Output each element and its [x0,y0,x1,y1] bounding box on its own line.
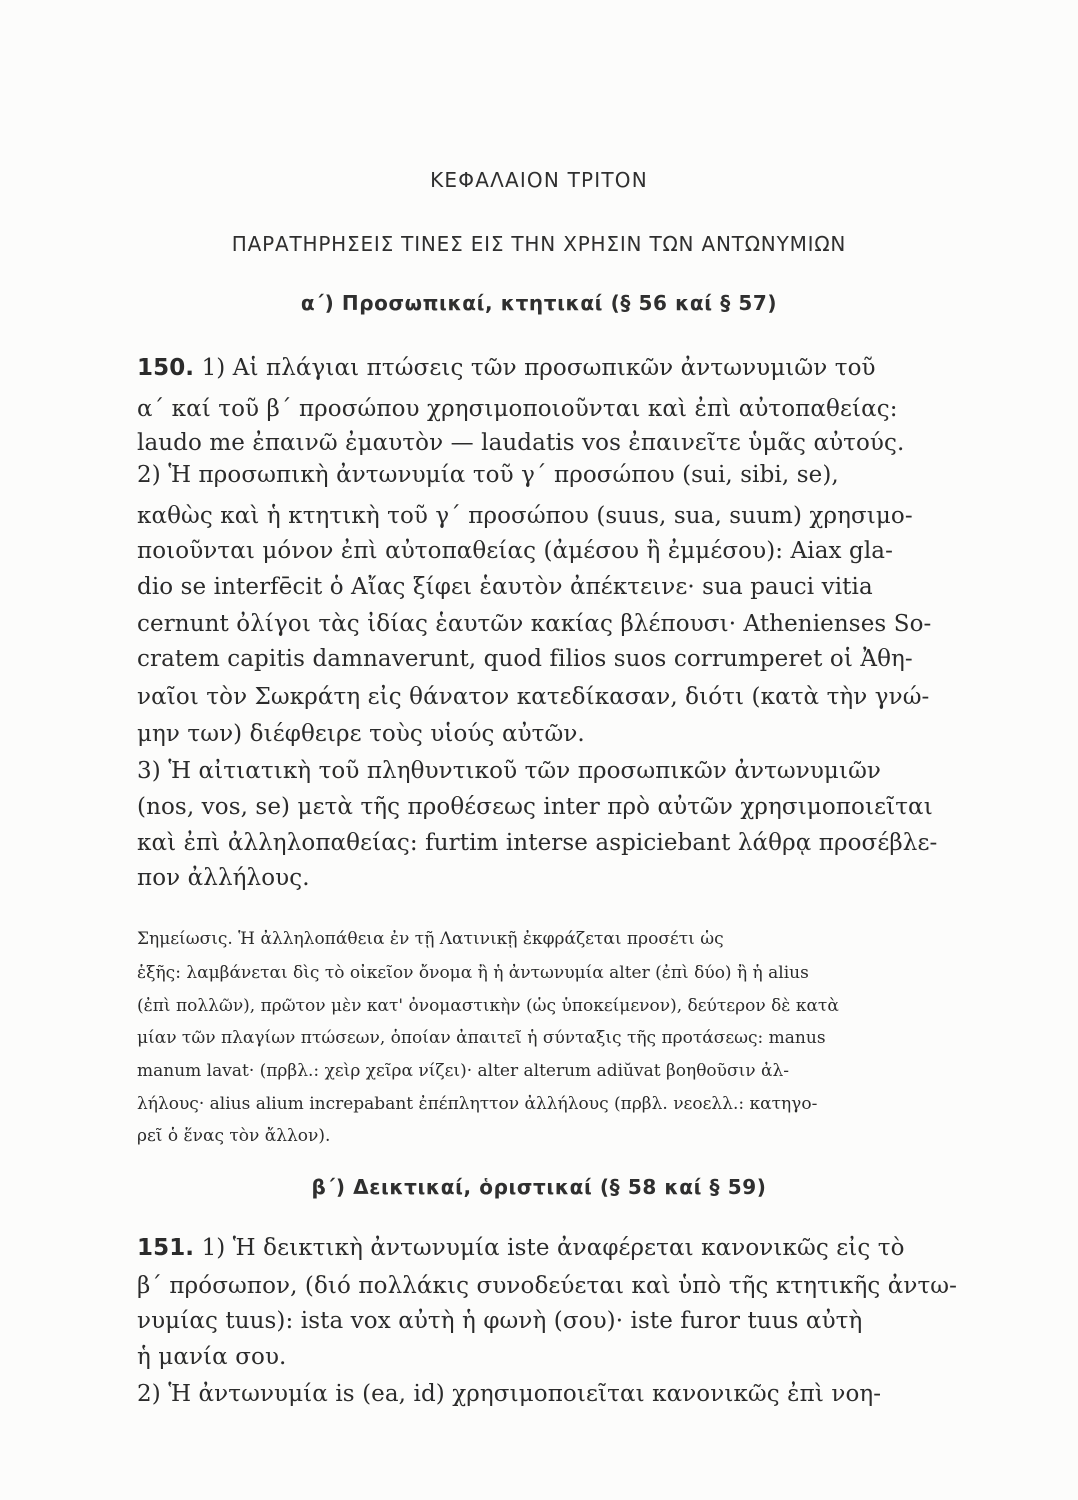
paragraph-150-line-15: πον ἀλλήλους. [137,865,310,891]
paragraph-number-150: 150. [137,355,195,381]
paragraph-150-line-5: καθὼς καὶ ἡ κτητικὴ τοῦ γ΄ προσώπου (suus, sua, suum) χρησιμο- [137,503,913,529]
paragraph-150-line-12: 3) Ἡ αἰτιατικὴ τοῦ πληθυντικοῦ τῶν προσωπικῶν ἀντωνυμιῶν [137,758,882,784]
note-line-2: ἑξῆς: λαμβάνεται δὶς τὸ οἰκεῖον ὄνομα ἢ ἡ ἀντωνυμία alter (ἐπὶ δύο) ἢ ἡ alius [137,963,809,983]
paragraph-150-line-14: καὶ ἐπὶ ἀλληλοπαθείας: furtim interse aspiciebant λάθρᾳ προσέβλε- [137,830,938,856]
paragraph-150-line-10: ναῖοι τὸν Σωκράτη εἰς θάνατον κατεδίκασαν, διότι (κατὰ τὴν γνώ- [137,684,930,710]
paragraph-151-line-3: νυμίας tuus): ista vox αὐτὴ ἡ φωνὴ (σου)· iste furor tuus αὐτὴ [137,1308,863,1334]
chapter-title: ΚΕΦΑΛΑΙΟΝ ΤΡΙΤΟΝ [430,168,648,192]
paragraph-150-line-7: dio se interfēcit ὁ Αἴας ξίφει ἑαυτὸν ἀπέκτεινε· sua pauci vitia [137,574,873,600]
paragraph-151-line-1 [137,1232,1047,1264]
paragraph-151-line-4: ἡ μανία σου. [137,1344,287,1370]
note-line-4: μίαν τῶν πλαγίων πτώσεων, ὁποίαν ἀπαιτεῖ ἡ σύνταξις τῆς προτάσεως: manus [137,1028,826,1048]
subsection-b-title: β΄) Δεικτικαί, ὁριστικαί (§ 58 καί § 59) [311,1175,767,1199]
note-line-7: ρεῖ ὁ ἕνας τὸν ἄλλον). [137,1126,331,1146]
paragraph-150-line-9: cratem capitis damnaverunt, quod filios suos corrumperet οἱ Ἀθη- [137,646,913,672]
paragraph-151-line-5: 2) Ἡ ἀντωνυμία is (ea, id) χρησιμοποιεῖται κανονικῶς ἐπὶ νοη- [137,1381,882,1407]
paragraph-150-line-11: μην των) διέφθειρε τοὺς υἱούς αὐτῶν. [137,721,585,747]
note-line-3: (ἐπὶ πολλῶν), πρῶτον μὲν κατ' ὀνομαστικὴν (ὡς ὑποκείμενον), δεύτερον δὲ κατὰ [137,996,839,1016]
paragraph-151-line-2: β΄ πρόσωπον, (διό πολλάκις συνοδεύεται καὶ ὑπὸ τῆς κτητικῆς ἀντω- [137,1273,958,1299]
paragraph-150-line-3: laudo me ἐπαινῶ ἐμαυτὸν — laudatis vos ἐπαινεῖτε ὑμᾶς αὐτούς. [137,430,905,456]
text-line: 1) Ἡ δεικτικὴ ἀντωνυμία iste ἀναφέρεται κανονικῶς εἰς τὸ [201,1235,905,1261]
paragraph-150-line-8: cernunt ὀλίγοι τὰς ἰδίας ἑαυτῶν κακίας βλέπουσι· Athenienses So- [137,611,932,637]
section-title: ΠΑΡΑΤΗΡΗΣΕΙΣ ΤΙΝΕΣ ΕΙΣ ΤΗΝ ΧΡΗΣΙΝ ΤΩΝ ΑΝΤΩΝΥΜΙΩΝ [231,232,847,256]
paragraph-150-line-2: α΄ καί τοῦ β΄ προσώπου χρησιμοποιοῦνται καὶ ἐπὶ αὐτοπαθείας: [137,396,898,422]
paragraph-number-151: 151. [137,1235,195,1261]
paragraph-150-line-13: (nos, vos, se) μετὰ τῆς προθέσεως inter πρὸ αὐτῶν χρησιμοποιεῖται [137,794,933,820]
note-line-5: manum lavat· (πρβλ.: χεὶρ χεῖρα νίζει)· alter alterum adiŭvat βοηθοῦσιν ἀλ- [137,1061,790,1081]
note-line-6: λήλους· alius alium increpabant ἐπέπληττον ἀλλήλους (πρβλ. νεοελλ.: κατηγο- [137,1094,818,1114]
paragraph-150-line-4: 2) Ἡ προσωπικὴ ἀντωνυμία τοῦ γ΄ προσώπου (sui, sibi, se), [137,462,839,488]
subsection-a-title: α΄) Προσωπικαί, κτητικαί (§ 56 καί § 57) [300,291,778,315]
paragraph-150-line-1 [137,352,1047,384]
text-line: 1) Αἱ πλάγιαι πτώσεις τῶν προσωπικῶν ἀντωνυμιῶν τοῦ [201,355,876,381]
paragraph-150-line-6: ποιοῦνται μόνον ἐπὶ αὐτοπαθείας (ἀμέσου ἢ ἐμμέσου): Aiax gla- [137,538,893,564]
note-line-1: Σημείωσις. Ἡ ἀλληλοπάθεια ἐν τῇ Λατινικῇ ἐκφράζεται προσέτι ὡς [137,929,724,949]
